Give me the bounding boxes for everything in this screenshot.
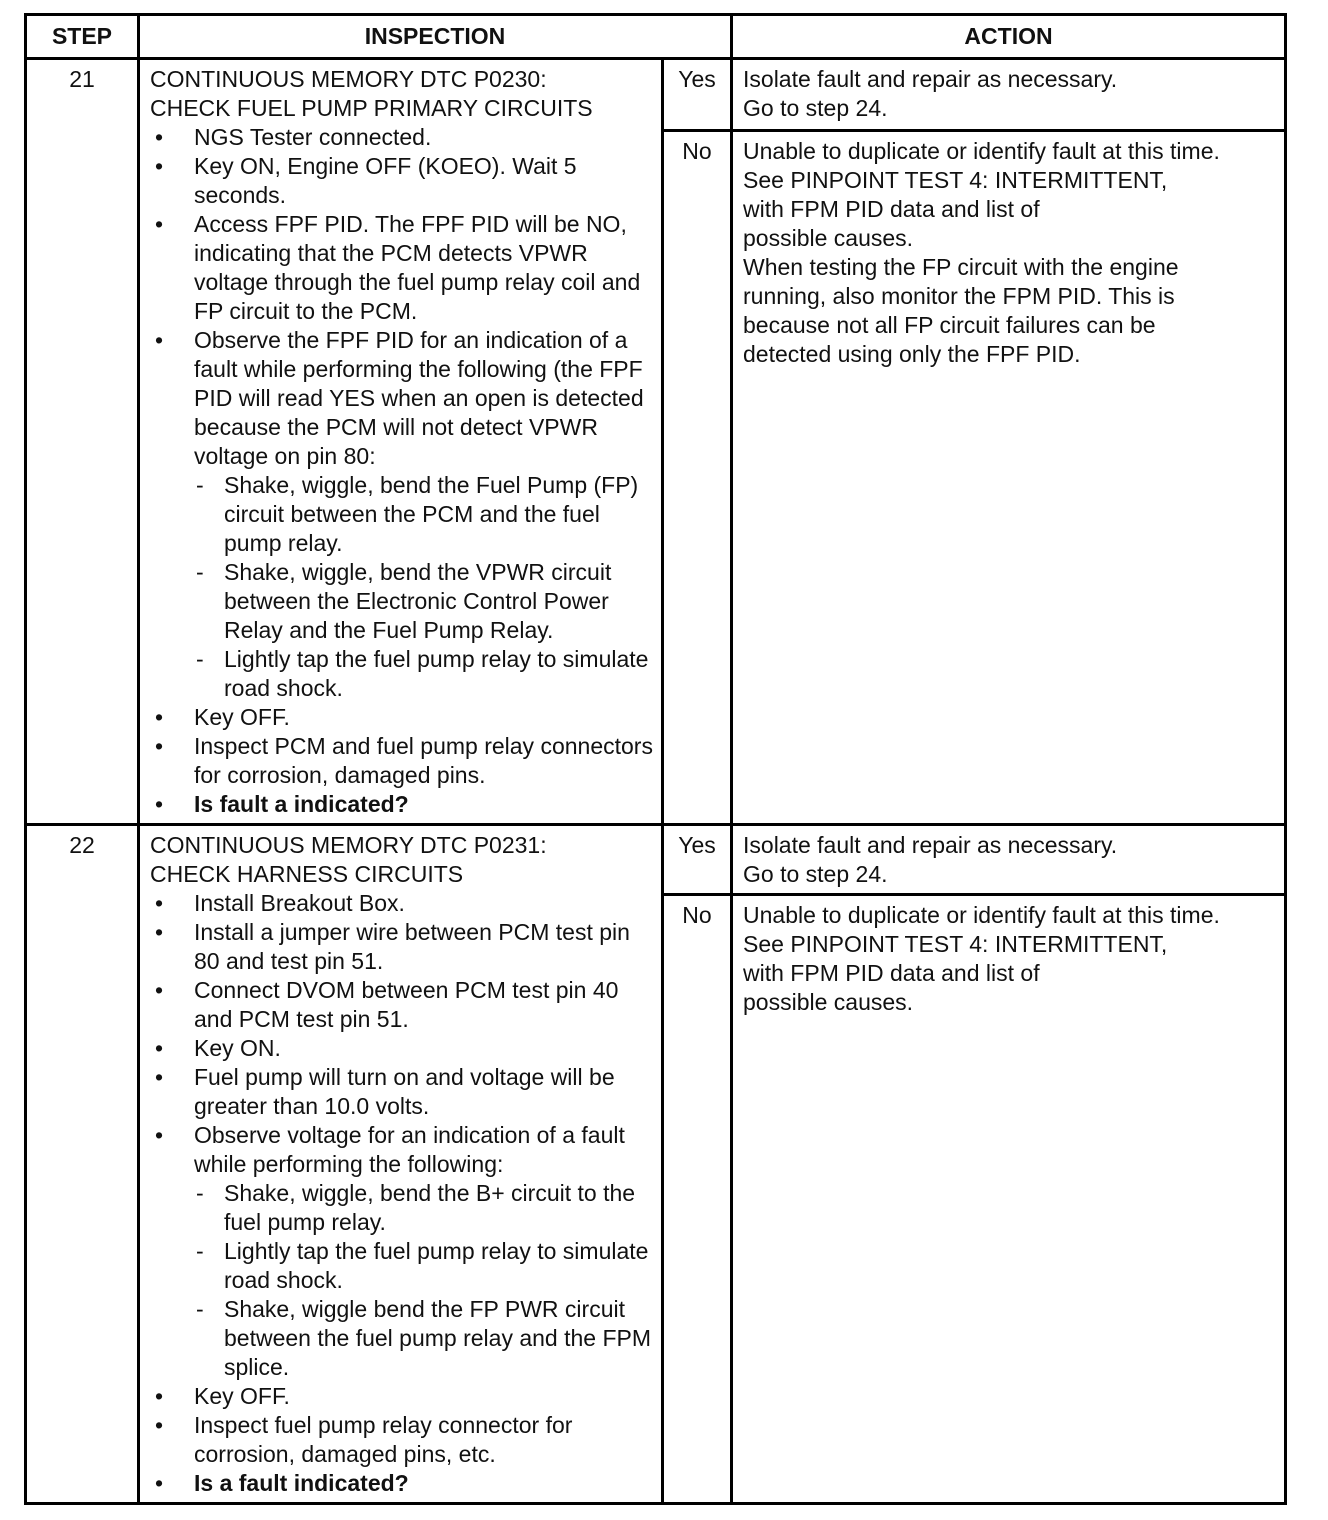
bullet-icon: •: [154, 1064, 164, 1090]
inspection-title: CONTINUOUS MEMORY DTC P0230:: [150, 66, 547, 92]
header-row: [26, 15, 1286, 59]
sub-item: - Shake, wiggle, bend the VPWR circuit between the Electronic Control Power Relay and the Fuel Pump Relay.: [196, 559, 612, 643]
bullet-icon: •: [154, 1412, 164, 1438]
inspection-title: CHECK HARNESS CIRCUITS: [150, 861, 464, 887]
sub-item: - Shake, wiggle, bend the B+ circuit to the fuel pump relay.: [196, 1180, 636, 1235]
yes-label: Yes: [663, 825, 732, 895]
bullet-item: • Install Breakout Box.: [150, 889, 657, 918]
step-number: 21: [26, 59, 139, 825]
bullet-item: • NGS Tester connected.: [150, 123, 657, 152]
dash-icon: -: [196, 559, 204, 585]
bullet-icon: •: [154, 1470, 164, 1496]
no-label: No: [663, 895, 732, 1504]
step-21-yes-row: [26, 59, 1286, 131]
bullet-item-question: • Is fault a indicated?: [150, 790, 657, 819]
bullet-item: • Observe the FPF PID for an indication of a fault while performing the following (the FPF PID will read YES when an open is detected because the PCM will not detect VPWR voltage on pin 80: - Shake, wiggle, bend the Fuel Pump (FP) circuit between the PCM and the fuel pump relay. - Shake, wiggle, bend the VPWR circuit between the Electronic Control Power Relay and the Fuel Pump Relay. - Lightly tap the fuel pump relay to simulate road shock.: [150, 326, 657, 703]
inspection-cell: [139, 825, 663, 1504]
bullet-icon: •: [154, 1035, 164, 1061]
sub-list: [194, 471, 657, 703]
bullet-item: • Inspect PCM and fuel pump relay connectors for corrosion, damaged pins.: [150, 732, 657, 790]
inspection-bullets: [150, 889, 657, 1498]
no-label: No: [663, 131, 732, 825]
no-action: Unable to duplicate or identify fault at this time. See PINPOINT TEST 4: INTERMITTENT, with FPM PID data and list of possible causes. When testing the FP circuit with the engine running, also monitor the FPM PID. This is because not all FP circuit failures can be detected using only the FPF PID.: [732, 131, 1286, 825]
header-step: STEP: [26, 15, 139, 59]
step-number: 22: [26, 825, 139, 1504]
bullet-item: • Install a jumper wire between PCM test pin 80 and test pin 51.: [150, 918, 657, 976]
bullet-icon: •: [154, 733, 164, 759]
bullet-icon: •: [154, 211, 164, 237]
inspection-cell: [139, 59, 663, 825]
dash-icon: -: [196, 1238, 204, 1264]
bullet-icon: •: [154, 890, 164, 916]
dash-icon: -: [196, 1180, 204, 1206]
bullet-icon: •: [154, 1383, 164, 1409]
bullet-item: • Observe voltage for an indication of a fault while performing the following: - Shake, wiggle, bend the B+ circuit to the fuel pump relay. - Lightly tap the fuel pump relay to simulate road shock. - Shake, wiggle bend the FP PWR circuit between the fuel pump relay and the FPM splice.: [150, 1121, 657, 1382]
sub-item: - Shake, wiggle bend the FP PWR circuit between the fuel pump relay and the FPM splice.: [196, 1296, 652, 1380]
bullet-icon: •: [154, 327, 164, 353]
yes-label: Yes: [663, 59, 732, 131]
bullet-icon: •: [154, 124, 164, 150]
bullet-icon: •: [154, 704, 164, 730]
bullet-item: • Inspect fuel pump relay connector for corrosion, damaged pins, etc.: [150, 1411, 657, 1469]
diagnostic-table: [24, 13, 1287, 1505]
sub-item: - Shake, wiggle, bend the Fuel Pump (FP) circuit between the PCM and the fuel pump relay.: [196, 472, 639, 556]
bullet-item: • Key ON.: [150, 1034, 657, 1063]
bullet-item: • Connect DVOM between PCM test pin 40 and PCM test pin 51.: [150, 976, 657, 1034]
inspection-title: CONTINUOUS MEMORY DTC P0231:: [150, 832, 547, 858]
header-action: ACTION: [732, 15, 1286, 59]
bullet-item: • Key ON, Engine OFF (KOEO). Wait 5 seconds.: [150, 152, 657, 210]
bullet-icon: •: [154, 919, 164, 945]
bullet-item: • Fuel pump will turn on and voltage will be greater than 10.0 volts.: [150, 1063, 657, 1121]
bullet-item-question: • Is a fault indicated?: [150, 1469, 657, 1498]
bullet-icon: •: [154, 153, 164, 179]
bullet-icon: •: [154, 977, 164, 1003]
inspection-title: CHECK FUEL PUMP PRIMARY CIRCUITS: [150, 95, 593, 121]
dash-icon: -: [196, 472, 204, 498]
no-action: Unable to duplicate or identify fault at this time. See PINPOINT TEST 4: INTERMITTENT, with FPM PID data and list of possible causes.: [732, 895, 1286, 1504]
dash-icon: -: [196, 1296, 204, 1322]
bullet-item: • Access FPF PID. The FPF PID will be NO, indicating that the PCM detects VPWR voltage through the fuel pump relay coil and FP circuit to the PCM.: [150, 210, 657, 326]
sub-list: [194, 1179, 657, 1382]
dash-icon: -: [196, 646, 204, 672]
header-inspection: INSPECTION: [139, 15, 732, 59]
bullet-item: • Key OFF.: [150, 703, 657, 732]
yes-action: Isolate fault and repair as necessary. Go to step 24.: [732, 59, 1286, 131]
yes-action: Isolate fault and repair as necessary. Go to step 24.: [732, 825, 1286, 895]
bullet-item: • Key OFF.: [150, 1382, 657, 1411]
step-22-yes-row: [26, 825, 1286, 895]
sub-item: - Lightly tap the fuel pump relay to simulate road shock.: [196, 1238, 649, 1293]
bullet-icon: •: [154, 791, 164, 817]
inspection-bullets: [150, 123, 657, 819]
bullet-icon: •: [154, 1122, 164, 1148]
diagnostic-table-container: [24, 13, 1284, 1505]
sub-item: - Lightly tap the fuel pump relay to simulate road shock.: [196, 646, 649, 701]
